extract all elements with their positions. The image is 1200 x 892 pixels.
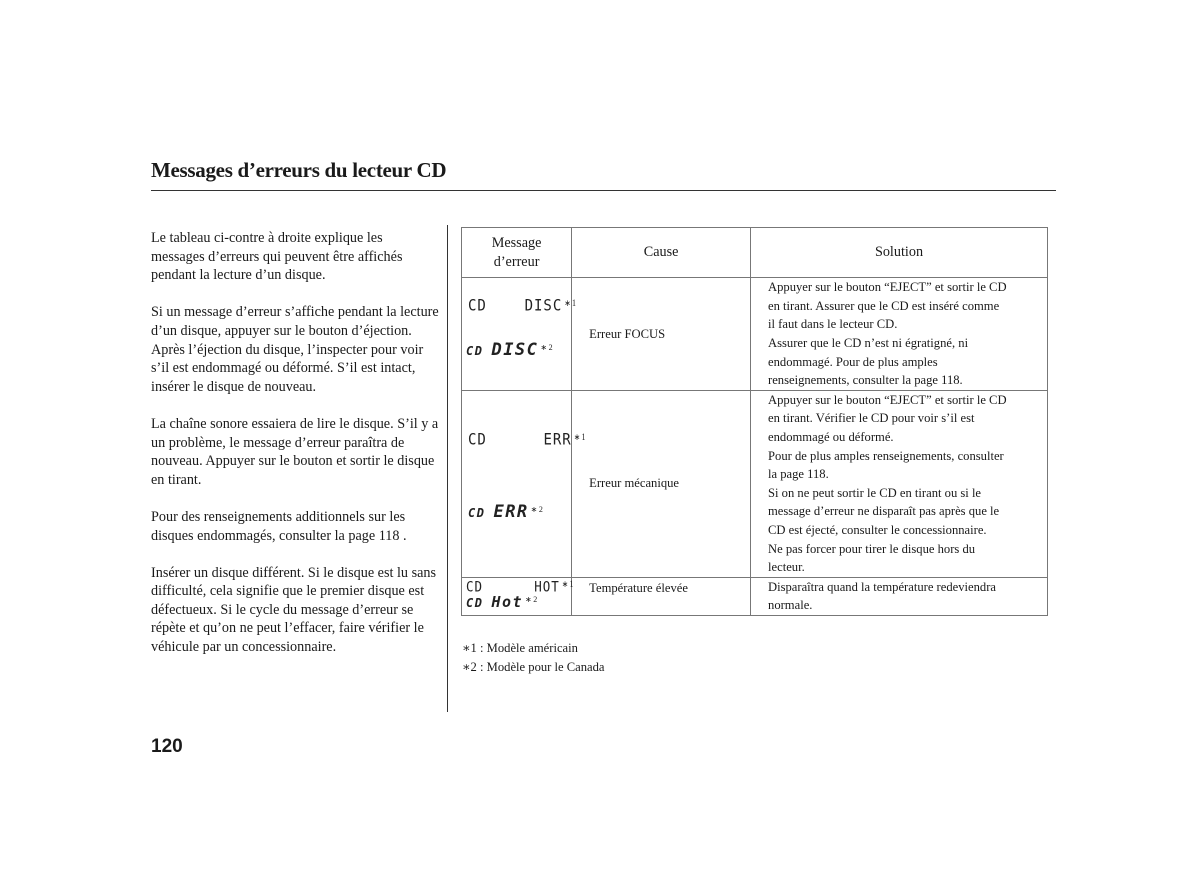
solution-line: Appuyer sur le bouton “EJECT” et sortir le CD: [768, 392, 1007, 407]
header-solution: Solution: [751, 228, 1048, 278]
solution-line: en tirant. Assurer que le CD est inséré comme: [768, 298, 1000, 313]
footnote-marker: ∗2: [525, 594, 539, 604]
solution-cell: [751, 577, 1048, 615]
lcd-code: ERR: [493, 501, 529, 522]
message-cell: [462, 278, 577, 391]
solution-line: normale.: [768, 598, 813, 613]
lcd-display-us: [468, 429, 586, 450]
solution-line: renseignements, consulter la page 118.: [768, 373, 963, 388]
footnote-marker: ∗2: [540, 343, 555, 353]
table-row: [462, 577, 1048, 615]
lcd-cd: CD: [466, 595, 484, 610]
title-divider: [151, 190, 1056, 191]
header-message-line2: d’erreur: [493, 253, 540, 270]
left-column-text: [151, 229, 439, 675]
solution-cell: [751, 390, 1048, 577]
paragraph: Pour des renseignements additionnels sur les disques endommagés, consulter la page 118 .: [151, 508, 407, 544]
solution-line: endommagé ou déformé.: [768, 429, 894, 444]
lcd-display-canada: [466, 593, 539, 613]
solution-line: Appuyer sur le bouton “EJECT” et sortir le CD: [768, 280, 1007, 295]
table-row: [462, 278, 1048, 391]
lcd-code: HOT: [534, 577, 560, 595]
solution-line: CD est éjecté, consulter le concessionnaire.: [768, 522, 987, 537]
column-divider: [447, 225, 448, 712]
header-cause: Cause: [572, 228, 751, 278]
lcd-display-canada: [468, 503, 544, 523]
solution-line: la page 118.: [768, 467, 829, 482]
lcd-cd: CD: [466, 344, 484, 359]
solution-line: endommagé. Pour de plus amples: [768, 354, 938, 369]
cause-cell: Erreur FOCUS: [572, 278, 751, 391]
paragraph: Insérer un disque différent. Si le disque est lu sans difficulté, cela signifie que le premier disque est défectueux. Si le cycle du message d’erreur se répète et qu’on ne peut l’effacer, faire vérifier le véhicule par un concessionnaire.: [151, 564, 437, 656]
cause-cell: Température élevée: [572, 577, 751, 615]
table-row: [462, 390, 1048, 577]
page-title: Messages d’erreurs du lecteur CD: [151, 158, 447, 182]
footnote-marker: ∗2: [530, 504, 545, 514]
solution-line: en tirant. Vérifier le CD pour voir s’il est: [768, 411, 975, 426]
table-header-row: [462, 228, 1048, 278]
lcd-cd: CD: [466, 577, 484, 595]
footnote-1: ∗1 : Modèle américain: [462, 641, 578, 655]
lcd-cd: CD: [468, 430, 487, 449]
lcd-display-us: [468, 296, 577, 317]
cause-cell: Erreur mécanique: [572, 390, 751, 577]
solution-cell: [751, 278, 1048, 391]
solution-line: message d’erreur ne disparaît pas après que le: [768, 504, 1000, 519]
footnote-marker: ∗1: [564, 298, 577, 309]
lcd-code: Hot: [491, 592, 524, 611]
solution-line: Disparaîtra quand la température redeviendra: [768, 579, 996, 594]
message-cell: [462, 577, 575, 615]
solution-line: Pour de plus amples renseignements, consulter: [768, 448, 1004, 463]
page-number: 120: [151, 736, 183, 757]
lcd-code: DISC: [524, 296, 563, 316]
solution-line: il faut dans le lecteur CD.: [768, 317, 898, 332]
message-cell: [462, 390, 587, 577]
paragraph: Si un message d’erreur s’affiche pendant la lecture d’un disque, appuyer sur le bouton d’éjection. Après l’éjection du disque, l’inspecter pour voir s’il est endommagé ou déformé. S’il est intact, insérer le disque de nouveau.: [151, 304, 439, 395]
header-message: [462, 228, 572, 278]
lcd-display-canada: [466, 341, 554, 361]
lcd-cd: CD: [468, 296, 487, 316]
solution-line: Si on ne peut sortir le CD en tirant ou si le: [768, 485, 982, 500]
lcd-code: ERR: [543, 430, 572, 449]
footnote-2: ∗2 : Modèle pour le Canada: [462, 660, 605, 674]
footnotes: [462, 639, 605, 677]
solution-line: Assurer que le CD n’est ni égratigné, ni: [768, 335, 969, 350]
paragraph: Le tableau ci-contre à droite explique les messages d’erreurs qui peuvent être affichés pendant la lecture d’un disque.: [151, 230, 403, 284]
paragraph: La chaîne sonore essaiera de lire le disque. S’il y a un problème, le message d’erreur paraîtra de nouveau. Appuyer sur le bouton et sortir le disque en tirant.: [151, 415, 439, 488]
solution-line: lecteur.: [768, 560, 805, 575]
footnote-marker: ∗1: [573, 431, 587, 443]
lcd-cd: CD: [468, 505, 486, 520]
error-messages-table: [461, 227, 1048, 616]
header-message-line1: Message: [491, 235, 542, 251]
lcd-code: DISC: [491, 340, 539, 361]
solution-line: Ne pas forcer pour tirer le disque hors du: [768, 541, 976, 556]
footnote-marker: ∗1: [561, 578, 575, 590]
